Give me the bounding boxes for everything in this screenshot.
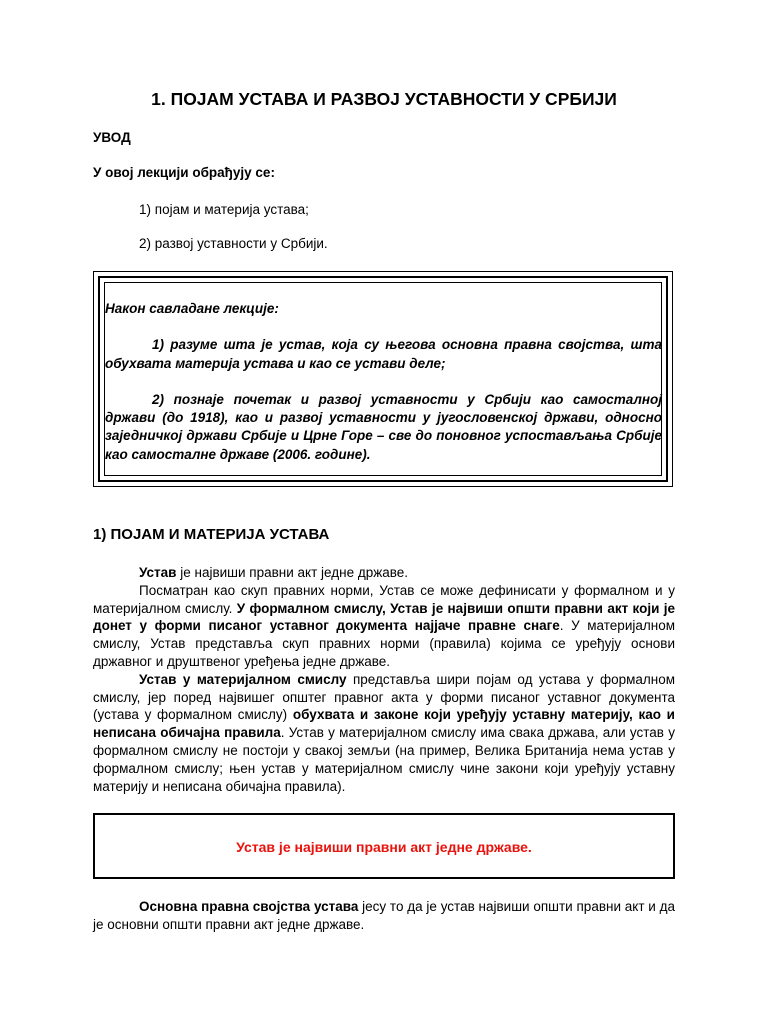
intro-heading: УВОД [93,130,131,145]
intro-item-1: 1) појам и материја устава; [139,202,309,217]
paragraph-1-text: је највиши правни акт једне државе. [176,565,409,580]
paragraph-2 [93,582,675,671]
page-title: 1. ПОЈАМ УСТАВА И РАЗВОЈ УСТАВНОСТИ У СРБИЈИ [151,89,617,109]
term-ustav: Устав [139,565,177,580]
paragraph-3-term: Устав у материјалном смислу [139,671,347,687]
intro-lead: У овој лекцији обрађују се: [93,165,275,180]
paragraph-4 [93,898,675,934]
highlight-box [93,813,675,879]
paragraph-3-text-d: . Устав у материјалном смислу има свака држава, али устав у формалном смислу не постоји у свакој земљи (на пример, Велика Британија нема устав у формалном смислу; њен устав у материјалном смислу чине закони који уређују уставну материју и неписана обичајна правила). [93,725,675,794]
section-heading: 1) ПОЈАМ И МАТЕРИЈА УСТАВА [93,526,330,543]
paragraph-3 [93,671,675,796]
paragraph-2-definition: У формалном смислу, Устав је највиши општи правни акт који је донет у форми писаног уставног документа најјаче правне снаге [93,600,675,634]
intro-item-2: 2) развој уставности у Србији. [139,236,328,251]
section-body-2 [93,898,675,934]
paragraph-3-emphasis: обухвата и законе који уређују уставну материју, као и неписана обичајна правила [93,707,675,741]
learning-goal-1: 1) разуме шта је устав, која су његова основна правна својства, шта обухвата материја устава и као се устави деле; [105,337,662,371]
learning-goals-heading: Након савладане лекције: [105,301,279,316]
highlight-text: Устав је највиши правни акт једне државе. [236,839,532,855]
paragraph-3-text-b: представља шири појам од устава у формалном смислу, јер поред највишег општег правног акта у форми писаног уставног документа (устава у формалном смислу) [93,671,676,723]
paragraph-2-text-c: . У материјалном смислу, Устав представља скуп правних норми (правила) којима се уређују основи државног и друштвеног уређења једне државе. [93,618,675,669]
paragraph-2-text-a: Посматран као скуп правних норми, Устав се може дефинисати у формалном и у материјалном смислу. [93,582,675,616]
paragraph-4-text: јесу то да је устав највиши општи правни акт и да је основни општи правни акт једне државе. [93,899,675,932]
learning-goal-2: 2) познаје почетак и развој уставности у Србији као самосталној држави (до 1918), као и развој уставности у југословенској држави, односно заједничкој држави Србије и Црне Горе – све до поновног успостављања Србије као самосталне државе (2006. године). [105,391,662,462]
section-body-1 [93,564,675,795]
learning-goals-text [105,300,662,464]
paragraph-4-term: Основна правна својства устава [139,899,359,914]
paragraph-1 [93,564,675,582]
